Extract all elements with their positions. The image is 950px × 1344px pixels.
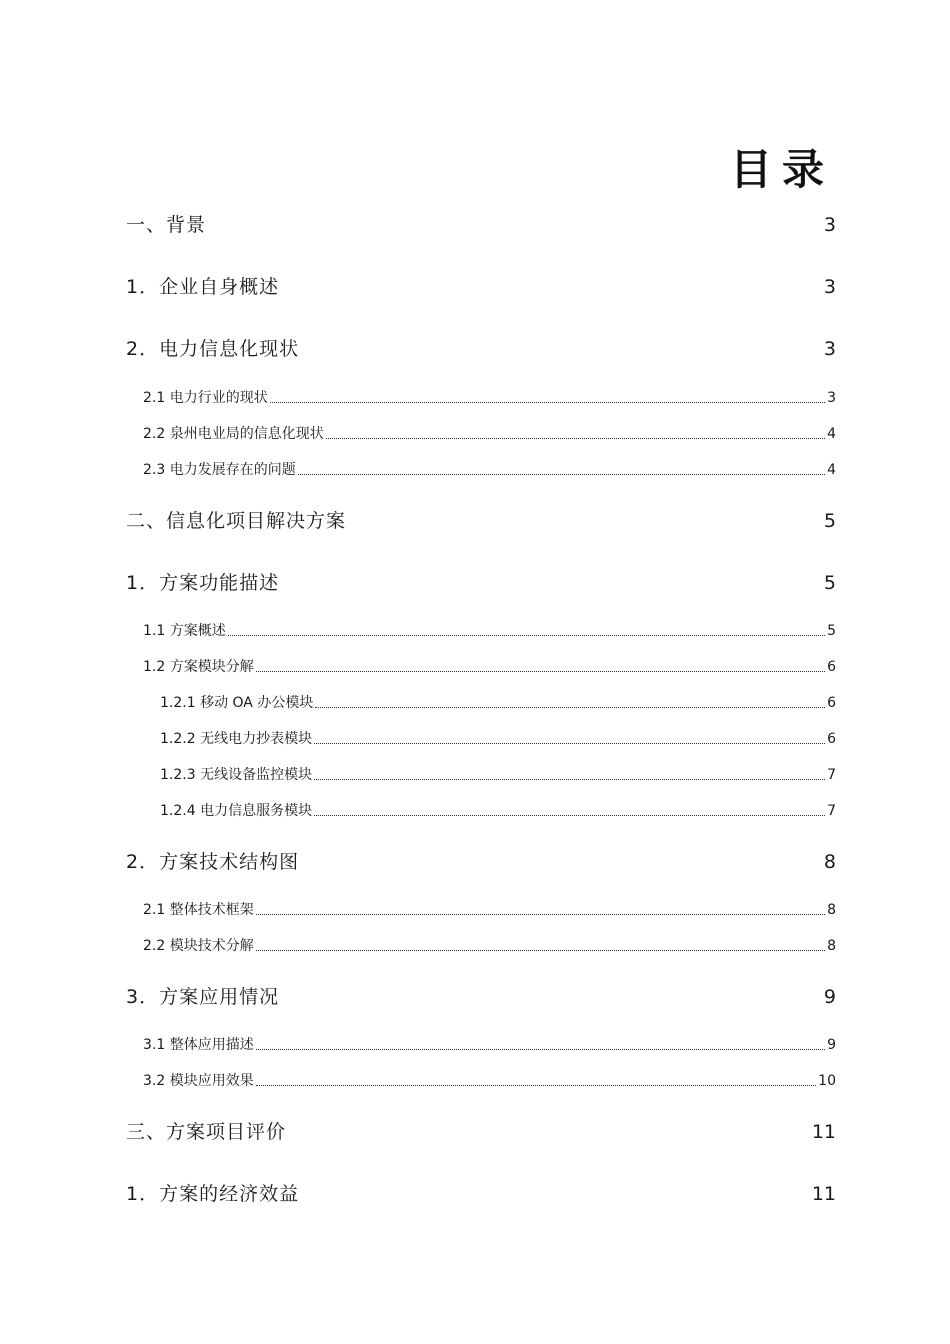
toc-entry-label: 1．方案的经济效益: [126, 1183, 300, 1205]
toc-entry[interactable]: [143, 657, 836, 677]
toc-entry[interactable]: [143, 621, 836, 641]
toc-entry[interactable]: [160, 765, 836, 785]
dot-leader: [228, 634, 825, 636]
toc-entry-page: 3: [823, 214, 836, 236]
toc-entry[interactable]: [143, 460, 836, 480]
toc-entry[interactable]: [143, 900, 836, 920]
toc-entry-label: 2．电力信息化现状: [126, 338, 300, 360]
toc-entry[interactable]: [126, 849, 836, 875]
toc-entry-page: 9: [823, 986, 836, 1008]
toc-entry-label: 2．方案技术结构图: [126, 851, 300, 873]
toc-entry-page: 6: [827, 731, 836, 747]
toc-entry-page: 6: [827, 659, 836, 675]
toc-entry-page: 11: [811, 1183, 836, 1205]
toc-entry-page: 6: [827, 695, 836, 711]
dot-leader: [326, 437, 825, 439]
toc-entry-page: 5: [823, 510, 836, 532]
toc-entry-label: 1.2.4 电力信息服务模块: [160, 803, 313, 819]
toc-entry[interactable]: [160, 801, 836, 821]
dot-leader: [256, 670, 825, 672]
dot-leader: [314, 742, 825, 744]
dot-leader: [256, 949, 825, 951]
toc-entry-page: 3: [823, 338, 836, 360]
toc-entry[interactable]: [160, 729, 836, 749]
toc-entry-page: 5: [827, 623, 836, 639]
toc-entry[interactable]: [143, 424, 836, 444]
toc-entry-page: 3: [823, 276, 836, 298]
toc-entry-page: 10: [818, 1073, 836, 1089]
toc-entry[interactable]: [160, 693, 836, 713]
toc-entry[interactable]: [126, 336, 836, 362]
toc-entry[interactable]: [126, 570, 836, 596]
dot-leader: [256, 1048, 825, 1050]
toc-entry[interactable]: [143, 1071, 836, 1091]
toc-entry-label: 3.2 模块应用效果: [143, 1073, 254, 1089]
toc-entry-page: 11: [811, 1121, 836, 1143]
toc-entry-label: 2.1 电力行业的现状: [143, 390, 268, 406]
toc-entry[interactable]: [126, 274, 836, 300]
toc-entry-label: 1.1 方案概述: [143, 623, 226, 639]
toc-entry-label: 1．企业自身概述: [126, 276, 280, 298]
dot-leader: [298, 473, 825, 475]
toc-entry-label: 2.3 电力发展存在的问题: [143, 462, 296, 478]
toc-entry-page: 8: [823, 851, 836, 873]
toc-entry[interactable]: [126, 1119, 836, 1145]
toc-entry-label: 2.2 模块技术分解: [143, 938, 254, 954]
dot-leader: [314, 814, 825, 816]
dot-leader: [270, 401, 825, 403]
toc-entry[interactable]: [126, 1181, 836, 1207]
toc-title: 目录: [729, 145, 834, 194]
toc-entry-label: 一、背景: [126, 214, 207, 236]
toc-entry-label: 1.2.1 移动 OA 办公模块: [160, 695, 314, 711]
toc-entry-page: 8: [827, 902, 836, 918]
toc-entry-label: 1．方案功能描述: [126, 572, 280, 594]
toc-entry[interactable]: [126, 212, 836, 238]
toc-entry-label: 2.2 泉州电业局的信息化现状: [143, 426, 324, 442]
toc-entry-page: 9: [827, 1037, 836, 1053]
toc-entry[interactable]: [143, 388, 836, 408]
toc-entry[interactable]: [143, 1035, 836, 1055]
toc-entry-page: 4: [827, 426, 836, 442]
toc-entry-label: 1.2 方案模块分解: [143, 659, 254, 675]
toc-entry-page: 5: [823, 572, 836, 594]
toc-entry-page: 3: [827, 390, 836, 406]
dot-leader: [256, 913, 825, 915]
toc-entry[interactable]: [143, 936, 836, 956]
dot-leader: [256, 1084, 816, 1086]
toc-entry-page: 7: [827, 803, 836, 819]
toc-entry[interactable]: [126, 508, 836, 534]
toc-entry-label: 2.1 整体技术框架: [143, 902, 254, 918]
toc-entry-page: 7: [827, 767, 836, 783]
toc-entry-page: 8: [827, 938, 836, 954]
toc-entry[interactable]: [126, 984, 836, 1010]
toc-entry-label: 二、信息化项目解决方案: [126, 510, 347, 532]
dot-leader: [314, 778, 825, 780]
toc-entry-label: 3.1 整体应用描述: [143, 1037, 254, 1053]
toc-entry-page: 4: [827, 462, 836, 478]
toc-entry-label: 3．方案应用情况: [126, 986, 280, 1008]
toc-entry-label: 1.2.3 无线设备监控模块: [160, 767, 313, 783]
toc-entry-label: 1.2.2 无线电力抄表模块: [160, 731, 313, 747]
toc-entry-label: 三、方案项目评价: [126, 1121, 287, 1143]
dot-leader: [315, 706, 825, 708]
